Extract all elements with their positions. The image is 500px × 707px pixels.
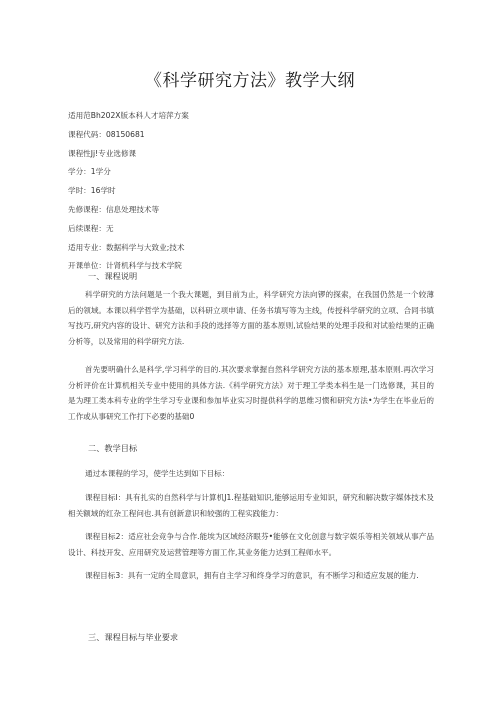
prerequisite-courses: 先修课程：信息处理技术等 [68,204,160,214]
applicable-major: 适用专业：数据科学与大致业;技术 [68,242,185,252]
course-objective-3: 课程目标3：具有一定的全局意识，拥有自主学习和终身学习的意识，有不断学习和适应发展的能力. [85,571,419,580]
hours: 学时：16学时 [68,186,116,196]
page-title: 《科学研究方法》教学大纲 [145,71,355,91]
offering-unit: 开课单位：计肾机科学与技术学院 [68,261,182,271]
follow-up-courses: 后续课程：无 [68,223,114,233]
section-heading-objectives-and-requirements: 三、课程目标与毕业要求 [88,632,179,642]
credits: 学分：1学分 [68,167,111,177]
course-objective-1: 课程目标I：具有扎实的自然科学与计算机J1.程基础知识,能够运用专业知识，研究和解决数字媒体技术及相关额域的红杂工程问也.具有创新意识和较强的工程实践能力： [68,493,434,518]
section-heading-teaching-objectives: 二、教学目标 [88,443,138,453]
course-info [68,111,448,280]
course-description-paragraph-1: 科学研究的方法问题是一个我大课题，到目前为止，科学研究方法向锣的探索，在我国仍然是一个较薄后的领域。本课以科学哲学为基础，以科研立项申请、任务书填写等为主线，传授科学研究的立项、合同书填写技巧,研究内容的设计、研究方法和手段的选择等方面的基本原则,试验结果的处理手段和对试验结果的正确分析等，以及常用的科学研究方法. [68,290,434,346]
course-objective-2: 课程目标2：适应社会竞争与合作.能埃为区域经济眼芬•能够在文化创意与数字娱乐等相关领域从事产品设计、科技开发、应用研究及运营管理等方面工作,其业务能力达到工程师水平。 [68,532,434,557]
course-description-paragraph-2: 首先要明确什么是科学,学习科学的目的.其次要求掌握自然科学研究方法的基本原理,基本原则.再次学习分析评价在计算机相关专业中使用的具体方法.《科学研究方法》对于理工学类本科生是一门选修课，其目的是为理工类本科专业的学生学习专业课和参加毕业实习时提供科学的思维习惯和研究方法•为学生在毕业后的工作或从事研究工作打下必要的基础0 [68,365,434,421]
applicable-scheme: 适用范Bh202X版本科人才培萍方案 [68,111,189,120]
objectives-intro: 通过本课程的学习，使学生达到如下目标： [85,469,230,478]
course-code: 课程代码：08150681 [68,129,145,139]
section-heading-course-description: 一、课程说明 [88,271,138,281]
course-type: 课程性Jj!专业选修课 [68,148,137,158]
